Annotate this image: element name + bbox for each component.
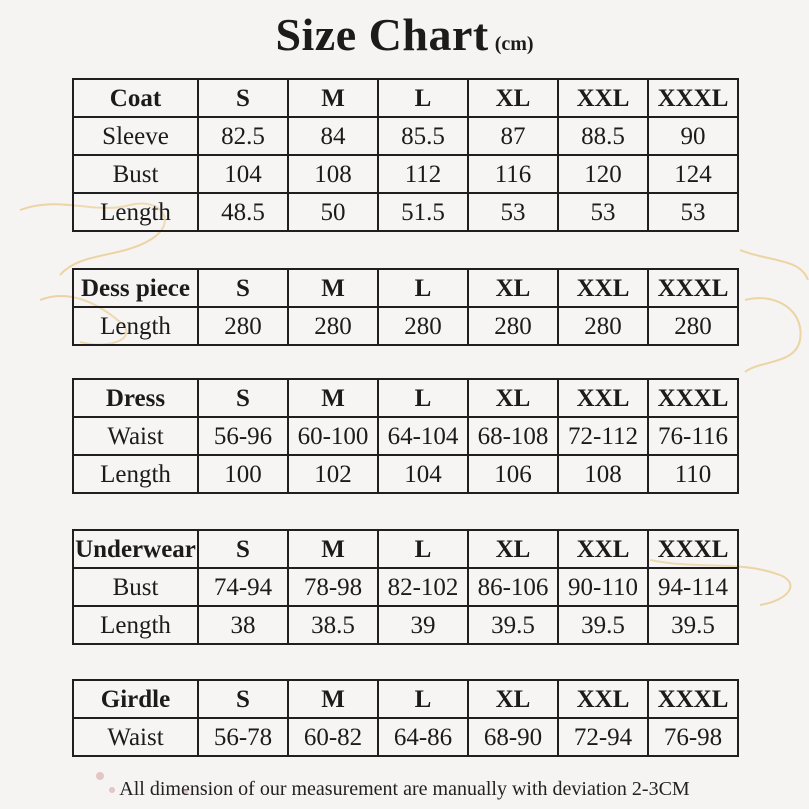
- size-header: L: [378, 530, 468, 568]
- table-cell: 84: [288, 117, 378, 155]
- table-cell: 38.5: [288, 606, 378, 644]
- table-row: [73, 155, 738, 193]
- table-cell: 64-86: [378, 718, 468, 756]
- table-cell: 108: [558, 455, 648, 493]
- table-cell: 82-102: [378, 568, 468, 606]
- table-cell: 68-90: [468, 718, 558, 756]
- table-cell: 88.5: [558, 117, 648, 155]
- size-header: XL: [468, 79, 558, 117]
- table-cell: 53: [648, 193, 738, 231]
- section-name: Coat: [73, 79, 198, 117]
- table-cell: 102: [288, 455, 378, 493]
- section-name: Dess piece: [73, 269, 198, 307]
- row-label: Sleeve: [73, 117, 198, 155]
- size-header: XXXL: [648, 680, 738, 718]
- size-header: M: [288, 79, 378, 117]
- table-row: [73, 307, 738, 345]
- size-header: XXXL: [648, 379, 738, 417]
- row-label: Waist: [73, 718, 198, 756]
- table-row: [73, 417, 738, 455]
- table-cell: 51.5: [378, 193, 468, 231]
- table-row: [73, 568, 738, 606]
- table-cell: 72-112: [558, 417, 648, 455]
- size-header: XL: [468, 680, 558, 718]
- table-cell: 38: [198, 606, 288, 644]
- table-cell: 39.5: [648, 606, 738, 644]
- underwear-size-table: [72, 529, 739, 645]
- table-header-row: [73, 680, 738, 718]
- table-cell: 85.5: [378, 117, 468, 155]
- table-cell: 39.5: [558, 606, 648, 644]
- size-header: M: [288, 269, 378, 307]
- dress-size-table: [72, 378, 739, 494]
- row-label: Length: [73, 455, 198, 493]
- table-header-row: [73, 79, 738, 117]
- size-header: S: [198, 269, 288, 307]
- table-cell: 120: [558, 155, 648, 193]
- size-header: XL: [468, 269, 558, 307]
- table-cell: 82.5: [198, 117, 288, 155]
- table-cell: 94-114: [648, 568, 738, 606]
- size-header: XXL: [558, 530, 648, 568]
- size-header: S: [198, 79, 288, 117]
- table-cell: 56-78: [198, 718, 288, 756]
- size-header: M: [288, 530, 378, 568]
- table-cell: 104: [198, 155, 288, 193]
- row-label: Length: [73, 307, 198, 345]
- table-cell: 112: [378, 155, 468, 193]
- table-row: [73, 117, 738, 155]
- table-cell: 60-100: [288, 417, 378, 455]
- table-cell: 106: [468, 455, 558, 493]
- size-header: L: [378, 680, 468, 718]
- size-header: XXL: [558, 269, 648, 307]
- table-cell: 53: [558, 193, 648, 231]
- size-header: M: [288, 680, 378, 718]
- size-header: L: [378, 79, 468, 117]
- table-cell: 39.5: [468, 606, 558, 644]
- table-cell: 78-98: [288, 568, 378, 606]
- table-cell: 74-94: [198, 568, 288, 606]
- table-row: [73, 455, 738, 493]
- size-header: XXL: [558, 680, 648, 718]
- section-name: Girdle: [73, 680, 198, 718]
- table-cell: 280: [198, 307, 288, 345]
- table-cell: 48.5: [198, 193, 288, 231]
- size-header: S: [198, 530, 288, 568]
- table-cell: 124: [648, 155, 738, 193]
- table-cell: 280: [378, 307, 468, 345]
- title-text: Size Chart: [275, 9, 489, 60]
- size-header: XXXL: [648, 269, 738, 307]
- size-header: XL: [468, 379, 558, 417]
- table-cell: 39: [378, 606, 468, 644]
- table-cell: 64-104: [378, 417, 468, 455]
- title-unit: (cm): [494, 33, 534, 55]
- table-cell: 116: [468, 155, 558, 193]
- table-cell: 60-82: [288, 718, 378, 756]
- section-name: Underwear: [73, 530, 198, 568]
- table-cell: 108: [288, 155, 378, 193]
- row-label: Waist: [73, 417, 198, 455]
- table-cell: 53: [468, 193, 558, 231]
- table-cell: 76-98: [648, 718, 738, 756]
- table-cell: 86-106: [468, 568, 558, 606]
- size-header: L: [378, 269, 468, 307]
- row-label: Bust: [73, 568, 198, 606]
- table-cell: 90-110: [558, 568, 648, 606]
- table-row: [73, 718, 738, 756]
- girdle-size-table: [72, 679, 739, 757]
- size-header: XXL: [558, 379, 648, 417]
- gold-wave-right: [740, 250, 808, 372]
- coat-size-table: [72, 78, 739, 232]
- row-label: Length: [73, 193, 198, 231]
- table-cell: 100: [198, 455, 288, 493]
- table-header-row: [73, 530, 738, 568]
- table-cell: 110: [648, 455, 738, 493]
- size-header: XXL: [558, 79, 648, 117]
- size-header: M: [288, 379, 378, 417]
- table-cell: 90: [648, 117, 738, 155]
- table-cell: 280: [288, 307, 378, 345]
- table-row: [73, 193, 738, 231]
- table-cell: 72-94: [558, 718, 648, 756]
- table-header-row: [73, 269, 738, 307]
- table-cell: 280: [648, 307, 738, 345]
- size-header: S: [198, 379, 288, 417]
- chart-title: [0, 8, 809, 61]
- measurement-note: All dimension of our measurement are manually with deviation 2-3CM: [119, 778, 690, 800]
- table-header-row: [73, 379, 738, 417]
- size-header: XXXL: [648, 530, 738, 568]
- row-label: Length: [73, 606, 198, 644]
- table-cell: 68-108: [468, 417, 558, 455]
- dess-piece-size-table: [72, 268, 739, 346]
- table-cell: 280: [558, 307, 648, 345]
- table-cell: 280: [468, 307, 558, 345]
- table-cell: 87: [468, 117, 558, 155]
- table-cell: 56-96: [198, 417, 288, 455]
- size-header: XXXL: [648, 79, 738, 117]
- size-header: L: [378, 379, 468, 417]
- table-cell: 76-116: [648, 417, 738, 455]
- section-name: Dress: [73, 379, 198, 417]
- row-label: Bust: [73, 155, 198, 193]
- table-row: [73, 606, 738, 644]
- table-cell: 104: [378, 455, 468, 493]
- size-header: XL: [468, 530, 558, 568]
- table-cell: 50: [288, 193, 378, 231]
- size-header: S: [198, 680, 288, 718]
